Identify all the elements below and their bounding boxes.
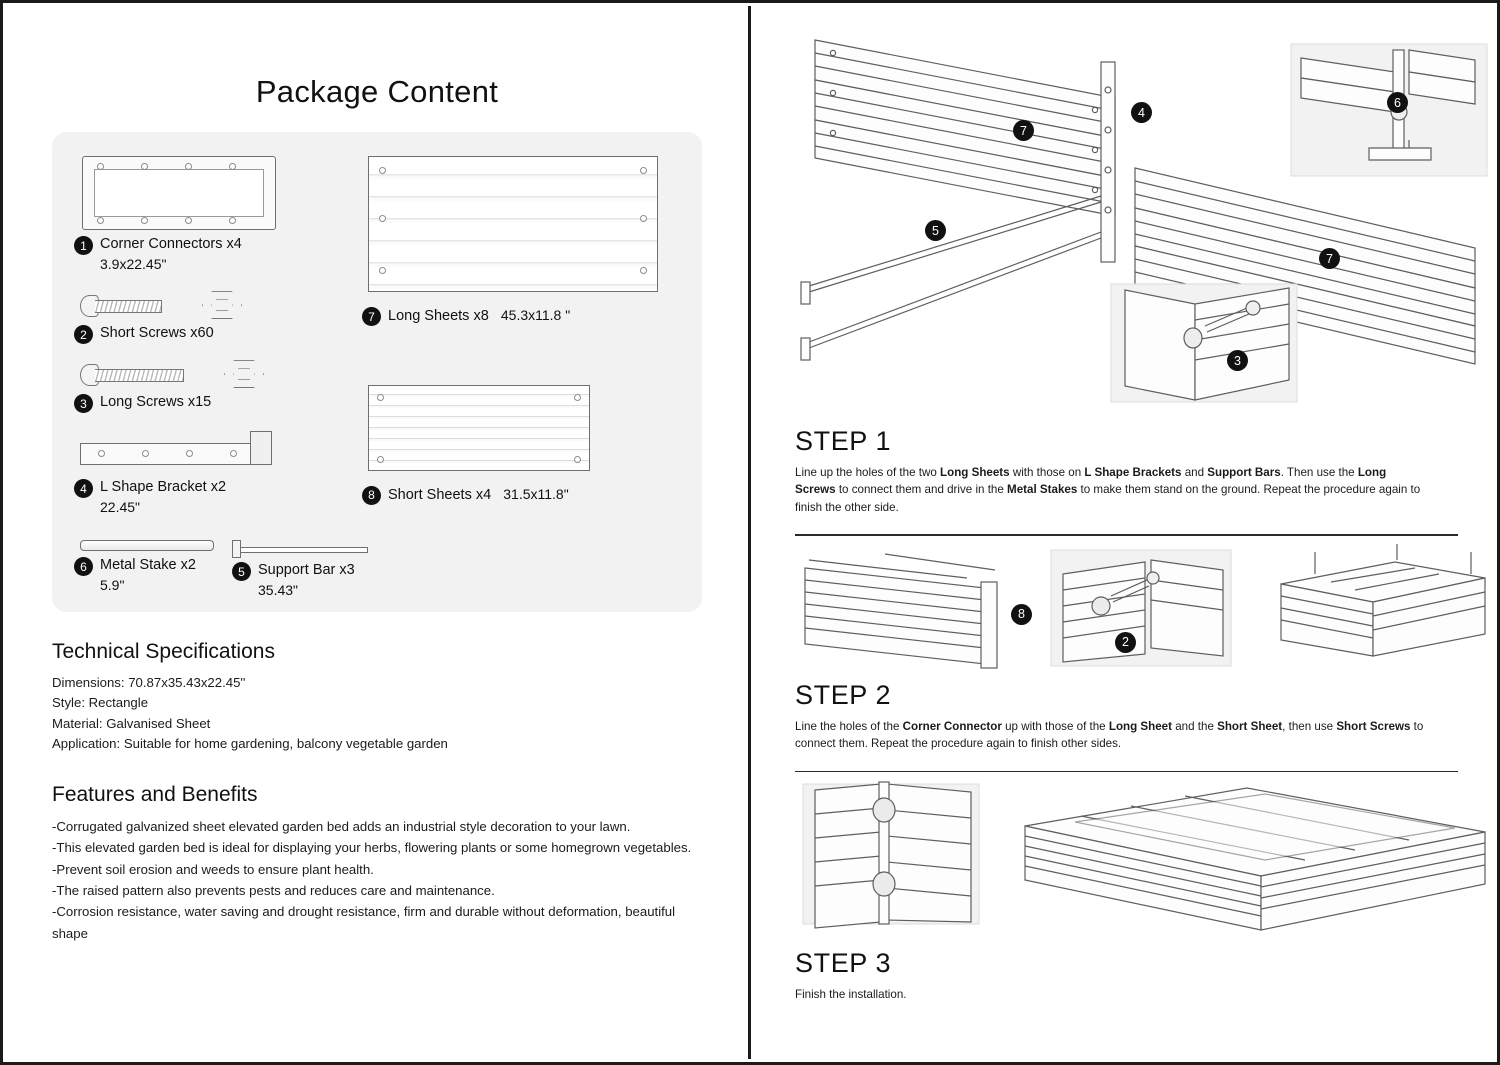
screw-icon — [80, 361, 198, 387]
hole — [640, 267, 647, 274]
hole — [379, 267, 386, 274]
part-item-3 — [74, 393, 344, 413]
right-panel — [751, 6, 1500, 1065]
part-badge: 3 — [74, 394, 93, 413]
part-badge: 4 — [74, 479, 93, 498]
screw-shaft — [95, 369, 184, 382]
step-3-title: STEP 3 — [795, 948, 892, 979]
part-item-5 — [232, 561, 368, 601]
hole — [185, 217, 192, 224]
support-bar-shaft — [240, 547, 368, 553]
step-divider-2 — [795, 771, 1458, 773]
hole — [379, 215, 386, 222]
stake-and-bar-row — [74, 518, 355, 601]
feature-line: -Corrosion resistance, water saving and drought resistance, firm and durable without deformation, beautiful shape — [52, 904, 676, 941]
part-label-text: Support Bar x3 — [258, 562, 355, 579]
spec-line: Style: Rectangle — [52, 695, 149, 711]
callout-badge-7b: 7 — [1319, 248, 1340, 269]
step2-diagram — [795, 544, 1495, 672]
screw-icon — [80, 292, 176, 318]
step-text-fragment-bold: Metal Stakes — [1007, 483, 1078, 497]
step-text-fragment: and — [1181, 466, 1208, 479]
long-screw-illustration — [80, 360, 344, 388]
short-screw-illustration — [80, 291, 344, 319]
part-badge: 6 — [74, 557, 93, 576]
package-content-title: Package Content — [255, 74, 499, 109]
support-bar-group — [232, 518, 368, 601]
hole — [229, 163, 236, 170]
hole — [97, 217, 104, 224]
step2-figure — [795, 544, 1478, 672]
part-label — [388, 306, 570, 327]
step-2-text — [795, 718, 1425, 753]
nut-icon — [224, 360, 264, 388]
callout-badge-4: 4 — [1131, 102, 1152, 123]
step-text-fragment: Finish the installation. — [795, 988, 907, 1002]
feature-line: -Prevent soil erosion and weeds to ensure plant health. — [52, 861, 374, 877]
hole — [377, 394, 384, 401]
part-item-4 — [74, 478, 344, 518]
step-1-title: STEP 1 — [795, 426, 892, 456]
short-sheet-illustration — [368, 385, 590, 471]
step-text-fragment-bold: Long Sheet — [1108, 719, 1172, 733]
package-content-box — [52, 132, 702, 612]
feature-line: -The raised pattern also prevents pests and reduces care and maintenance. — [52, 882, 495, 898]
feature-line: -This elevated garden bed is ideal for displaying your herbs, flowering plants or some homegrown vegetables. — [52, 840, 692, 856]
part-label — [258, 561, 355, 601]
part-dims-text: 35.43" — [258, 581, 299, 598]
hole — [141, 217, 148, 224]
hole — [377, 456, 384, 463]
corner-connector-inner-panel — [94, 169, 264, 217]
hole — [379, 167, 386, 174]
step-text-fragment: Line up the holes of the two — [795, 466, 941, 479]
step1-diagram — [795, 20, 1495, 418]
step-text-fragment: to make them stand on the ground. Repeat the procedure again to finish the other side. — [795, 483, 1421, 514]
left-panel — [6, 6, 748, 1065]
callout-badge-8: 8 — [1011, 604, 1032, 625]
step-text-fragment: and the — [1171, 719, 1218, 733]
step-divider-1 — [795, 534, 1458, 536]
part-badge: 2 — [74, 325, 93, 344]
step1-figure — [795, 20, 1478, 418]
nut-icon — [202, 291, 242, 319]
step-text-fragment: to connect them. Repeat the procedure again to finish other sides. — [795, 719, 1424, 751]
bracket-upright — [250, 431, 272, 465]
feature-line: -Corrugated galvanized sheet elevated garden bed adds an industrial style decoration to your lawn. — [52, 818, 631, 834]
hole — [97, 163, 104, 170]
part-item-6 — [74, 556, 214, 596]
step3-diagram — [795, 780, 1495, 940]
part-dims-text: 5.9" — [100, 576, 125, 593]
part-dims-text: 3.9x22.45" — [100, 255, 167, 272]
step-text-fragment: to connect them and drive in the — [835, 483, 1008, 497]
screw-shaft — [95, 300, 162, 313]
part-label: Short Screws x60 — [100, 325, 214, 342]
part-label-text: Metal Stake x2 — [100, 557, 196, 574]
part-dims-text: 45.3x11.8 " — [500, 307, 571, 323]
parts-column-left — [74, 146, 355, 601]
step-text-fragment: . Then use the — [1280, 466, 1358, 479]
part-label-text: Long Sheets x8 — [388, 308, 489, 324]
step-text-fragment-bold: L Shape Brackets — [1084, 466, 1182, 479]
features-benefits-title: Features and Benefits — [52, 782, 258, 806]
part-badge: 8 — [362, 486, 381, 505]
step-text-fragment: Line the holes of the — [795, 719, 903, 733]
hole — [574, 394, 581, 401]
step-3-text — [795, 986, 1425, 1003]
part-label — [100, 478, 226, 518]
part-badge: 5 — [232, 562, 251, 581]
part-item-1 — [74, 235, 344, 275]
step-text-fragment-bold: Short Sheet — [1217, 719, 1283, 733]
part-item-2 — [74, 324, 344, 344]
part-label-text: Short Sheets x4 — [388, 486, 492, 503]
hole — [640, 215, 647, 222]
spec-line: Dimensions: 70.87x35.43x22.45'' — [52, 675, 246, 690]
step-text-fragment: up with those of the — [1001, 719, 1109, 733]
technical-specifications-title: Technical Specifications — [52, 640, 275, 663]
hole — [640, 167, 647, 174]
metal-stake-group — [74, 518, 214, 601]
step-text-fragment: with those on — [1009, 466, 1085, 479]
metal-stake-illustration — [80, 540, 214, 551]
technical-specifications-list — [52, 673, 702, 755]
step-text-fragment-bold: Short Screws — [1336, 719, 1411, 733]
bracket-bar — [80, 443, 268, 465]
callout-badge-3: 3 — [1227, 350, 1248, 371]
part-dims-text: 31.5x11.8" — [503, 485, 569, 502]
support-bar-illustration — [232, 540, 368, 556]
part-label — [100, 556, 196, 596]
part-label-text: L Shape Bracket x2 — [100, 479, 227, 496]
hole — [141, 163, 148, 170]
part-badge: 7 — [362, 307, 381, 326]
part-label — [100, 235, 242, 275]
features-benefits-list — [52, 816, 702, 944]
part-item-8 — [362, 485, 682, 506]
step-text-fragment-bold: Corner Connector — [902, 719, 1002, 733]
step-text-fragment-bold: Long Sheets — [940, 466, 1010, 479]
hole — [229, 217, 236, 224]
step-2-title: STEP 2 — [795, 679, 892, 710]
callout-badge-6: 6 — [1387, 92, 1408, 113]
step3-figure — [795, 780, 1478, 940]
part-label: Long Screws x15 — [100, 394, 212, 411]
part-item-7 — [362, 306, 682, 327]
step-text-fragment-bold: Long Screws — [795, 466, 1387, 497]
step-text-fragment: , then use — [1282, 719, 1337, 733]
callout-badge-2: 2 — [1115, 632, 1136, 653]
long-sheet-illustration — [368, 156, 658, 292]
hole — [185, 163, 192, 170]
callout-badge-7: 7 — [1013, 120, 1034, 141]
step-1-text — [795, 464, 1425, 516]
hole — [574, 456, 581, 463]
corner-connector-illustration — [82, 156, 276, 230]
spec-line: Material: Galvanised Sheet — [52, 715, 211, 731]
callout-badge-5: 5 — [925, 220, 946, 241]
spec-line: Application: Suitable for home gardening, balcony vegetable garden — [52, 736, 448, 752]
l-shape-bracket-illustration — [80, 431, 290, 473]
part-badge: 1 — [74, 236, 93, 255]
part-dims-text: 22.45" — [100, 498, 141, 515]
parts-column-right — [362, 146, 682, 505]
step-text-fragment-bold: Support Bars — [1207, 466, 1281, 479]
part-label — [388, 485, 569, 506]
part-label-text: Corner Connectors x4 — [100, 236, 242, 252]
